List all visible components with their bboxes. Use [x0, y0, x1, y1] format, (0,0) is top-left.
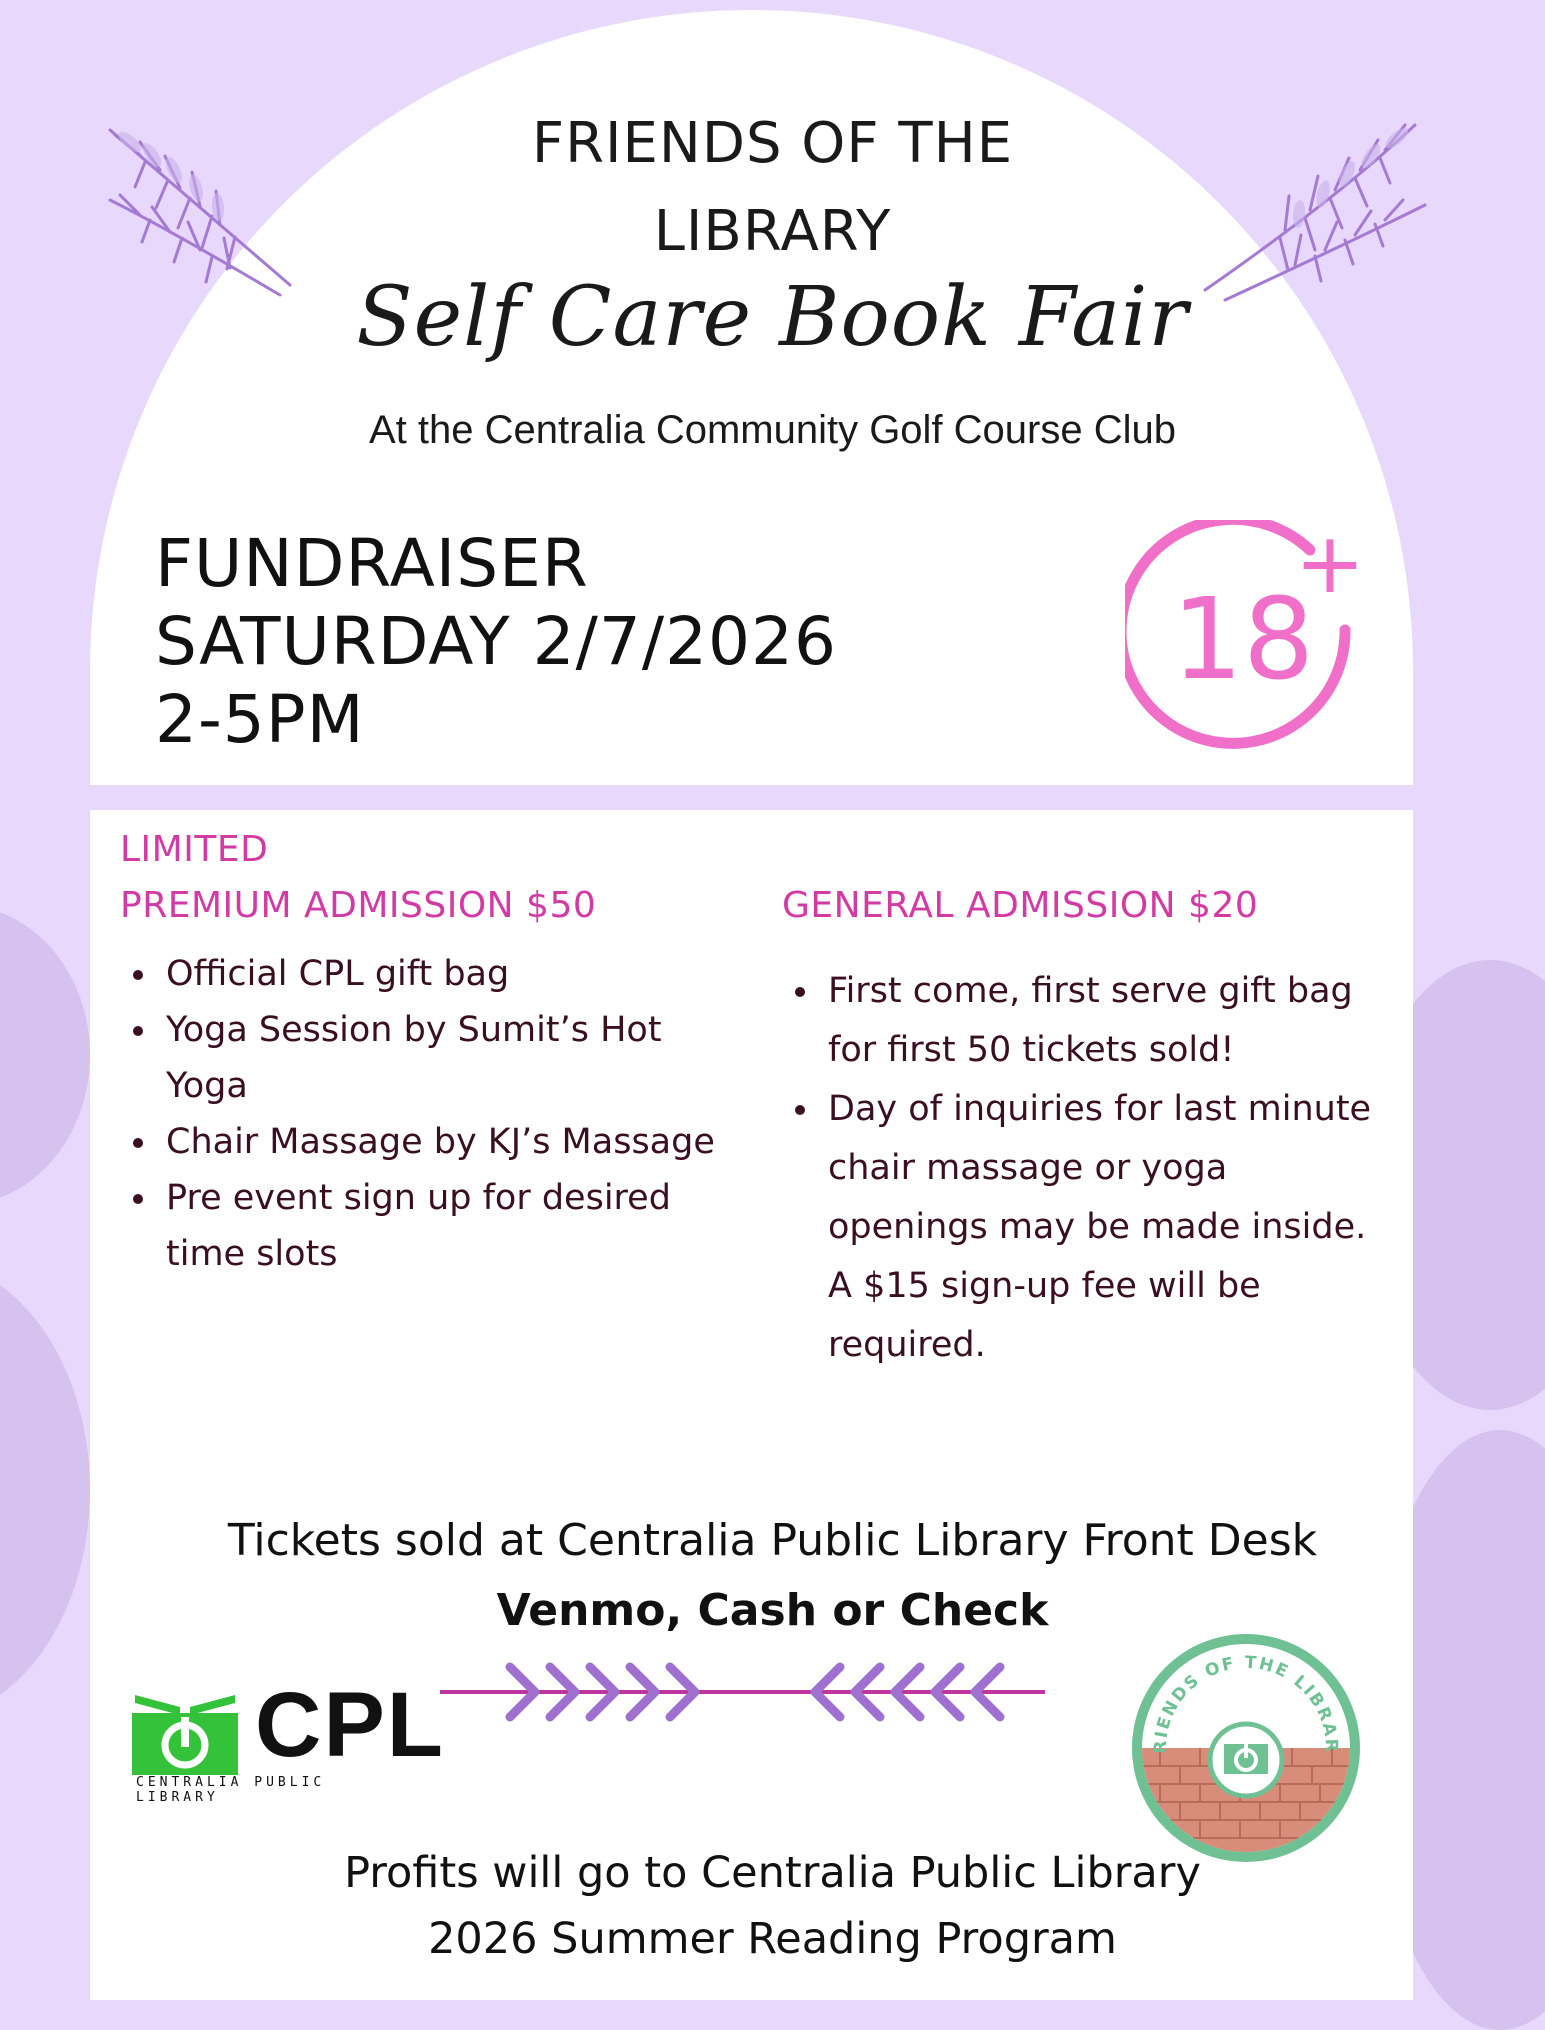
ticket-location: Tickets sold at Centralia Public Library Front Desk: [227, 1515, 1318, 1566]
profits-line-2: 2026 Summer Reading Program: [428, 1914, 1117, 1964]
seal-emblem-icon: [1130, 1632, 1362, 1864]
age-badge-plus: +: [1294, 520, 1365, 612]
general-benefit: • Day of inquiries for last minute chair massage or yoga openings may be made inside. A $15 sign-up fee will be required.: [822, 1080, 1382, 1375]
payment-methods: Venmo, Cash or Check: [496, 1585, 1049, 1636]
venue-line: At the Centralia Community Golf Course Club: [369, 408, 1176, 452]
arrow-divider-icon: [440, 1655, 1050, 1730]
premium-benefits-list: [120, 946, 720, 1282]
event-type: FUNDRAISER: [155, 525, 589, 602]
general-admission-section: [782, 878, 1392, 1375]
premium-label-line-1: LIMITED: [120, 829, 269, 870]
background-blob-left-bottom: [0, 1260, 90, 1720]
book-power-icon: [130, 1685, 240, 1785]
age-badge-number: 18: [1171, 575, 1315, 705]
premium-label-line-2: PREMIUM ADMISSION $50: [120, 885, 597, 926]
general-label: GENERAL ADMISSION $20: [782, 885, 1259, 926]
general-benefits-list: [782, 962, 1382, 1375]
age-badge-ring-icon: [1125, 520, 1365, 760]
seal-text: RIENDS OF THE LIBRAR: [1150, 1652, 1342, 1754]
cpl-name: CENTRALIA PUBLIC LIBRARY: [136, 1775, 326, 1805]
event-date: SATURDAY 2/7/2026: [155, 603, 838, 680]
event-time: 2-5PM: [155, 681, 365, 758]
age-restriction-badge: [1125, 520, 1365, 760]
premium-admission-section: [120, 822, 730, 1282]
premium-benefit: • Official CPL gift bag: [160, 946, 720, 1002]
event-title: Self Care Book Fair: [356, 270, 1189, 365]
cpl-logo: [130, 1674, 445, 1805]
friends-of-the-library-seal: [1130, 1632, 1362, 1864]
organizer-line-2: LIBRARY: [653, 199, 892, 264]
premium-benefit: • Yoga Session by Sumit’s Hot Yoga: [160, 1002, 720, 1114]
event-details: [155, 525, 837, 759]
cpl-abbrev: CPL: [255, 1674, 445, 1776]
general-benefit: • First come, first serve gift bag for first 50 tickets sold!: [822, 962, 1382, 1080]
organizer-heading: [0, 100, 1545, 276]
premium-benefit: • Chair Massage by KJ’s Massage: [160, 1114, 720, 1170]
premium-benefit: • Pre event sign up for desired time slots: [160, 1170, 720, 1282]
profits-note: [0, 1840, 1545, 1972]
background-blob-left-top: [0, 905, 90, 1205]
organizer-line-1: FRIENDS OF THE: [531, 111, 1014, 176]
profits-line-1: Profits will go to Centralia Public Library: [344, 1848, 1201, 1898]
